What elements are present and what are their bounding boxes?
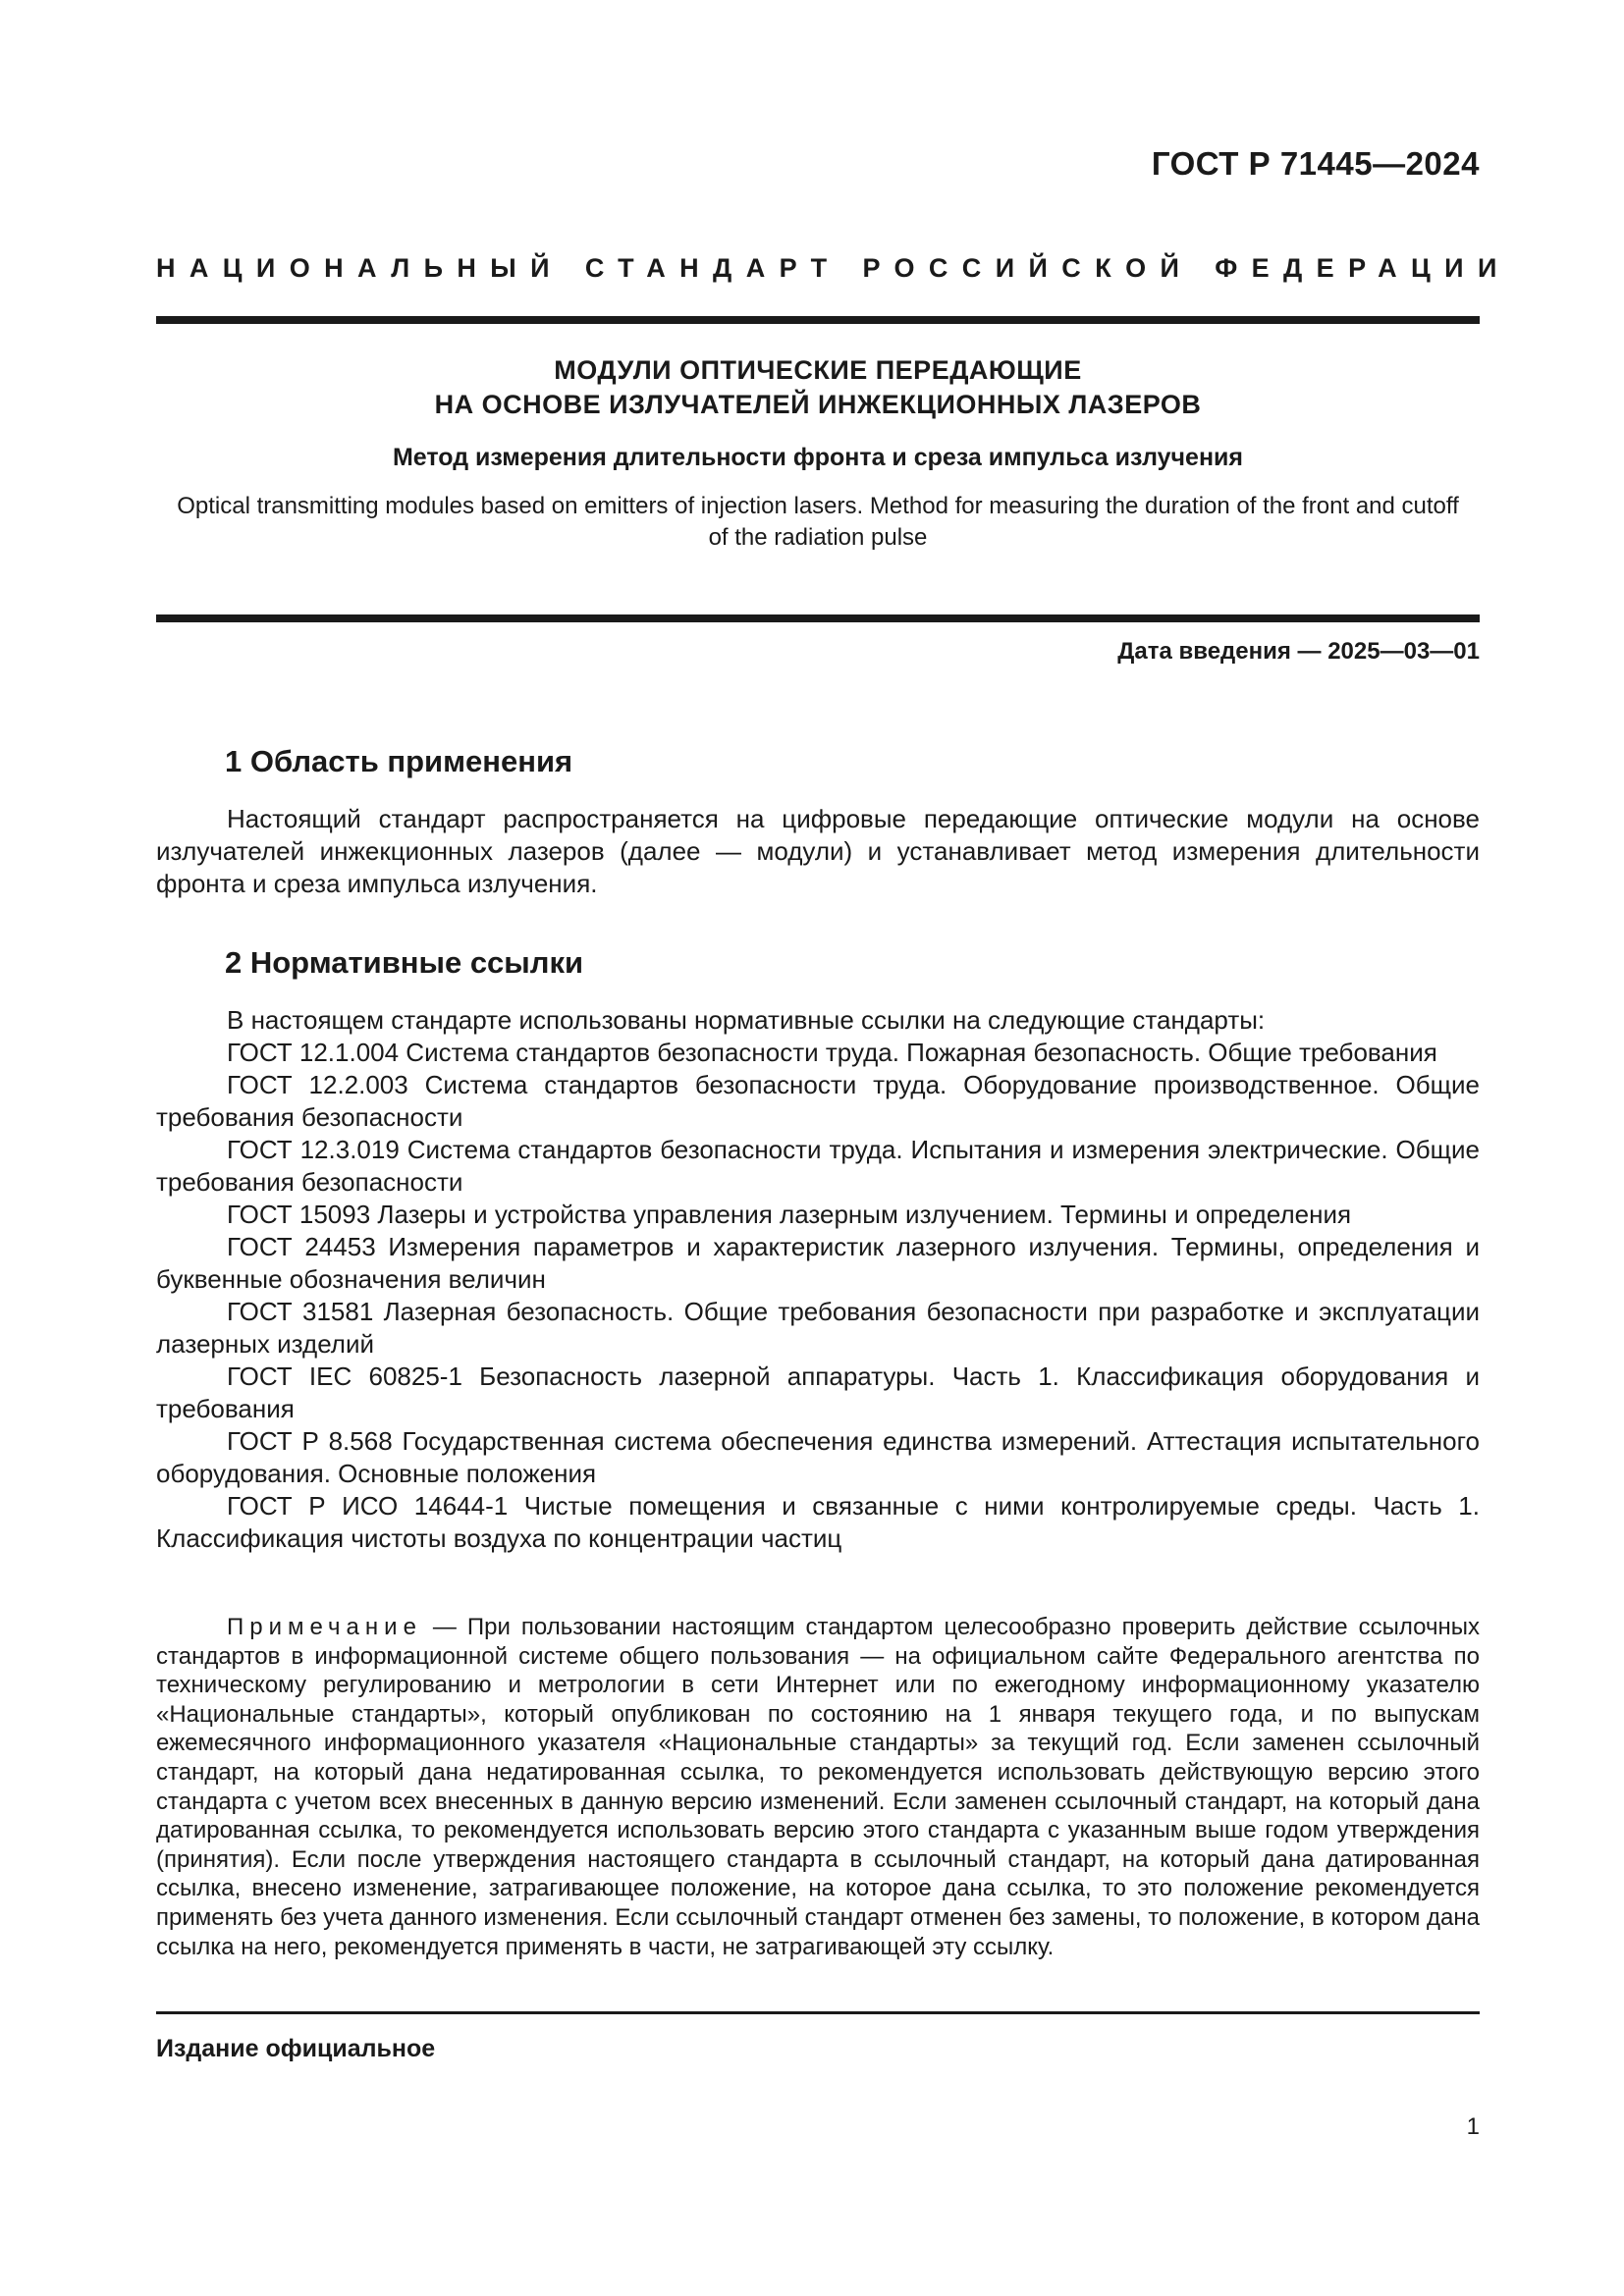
title-block [156,353,1480,554]
section-1-paragraph: Настоящий стандарт распространяется на цифровые передающие оптические модули на основе излучателей инжекционных лазеров (далее — модули) и устанавливает метод измерения длительности фронта и среза импульса излучения. [156,804,1480,898]
section-2-intro: В настоящем стандарте использованы нормативные ссылки на следующие стандарты: [227,1005,1266,1035]
title-divider [156,614,1480,622]
english-title: Optical transmitting modules based on emitters of injection lasers. Method for measuring the duration of the front and cutoff of the radiation pulse [177,493,1459,551]
section-1-heading: 1 Область применения [225,744,573,778]
title-line-2: НА ОСНОВЕ ИЗЛУЧАТЕЛЕЙ ИНЖЕКЦИОННЫХ ЛАЗЕРОВ [434,390,1202,419]
section-2-heading: 2 Нормативные ссылки [225,945,584,980]
introduction-date: Дата введения — 2025—03—01 [1117,638,1480,665]
reference-item: ГОСТ 12.3.019 Система стандартов безопасности труда. Испытания и измерения электрические. Общие требования безопасности [156,1135,1480,1197]
reference-item: ГОСТ 24453 Измерения параметров и характеристик лазерного излучения. Термины, определения и буквенные обозначения величин [156,1232,1480,1294]
reference-item: ГОСТ 12.2.003 Система стандартов безопасности труда. Оборудование производственное. Общие требования безопасности [156,1070,1480,1132]
method-subtitle: Метод измерения длительности фронта и среза импульса излучения [392,444,1244,471]
reference-item: ГОСТ 12.1.004 Система стандартов безопасности труда. Пожарная безопасность. Общие требования [227,1038,1437,1067]
note-label: Примечание [227,1614,422,1640]
official-edition: Издание официальное [156,2035,436,2062]
document-number: ГОСТ Р 71445—2024 [1151,145,1480,182]
footer-divider [156,2011,1480,2014]
note-block [156,1613,1480,1961]
reference-item: ГОСТ 31581 Лазерная безопасность. Общие требования безопасности при разработке и эксплуатации лазерных изделий [156,1297,1480,1359]
note-text: — При пользовании настоящим стандартом целесообразно проверить действие ссылочных стандартов в информационной системе общего пользования — на официальном сайте Федерального агентства по техническому регулированию и метрологии в сети Интернет или по ежегодному информационному указателю «Национальные стандарты», который опубликован по состоянию на 1 января текущего года, и по выпускам ежемесячного информационного указателя «Национальные стандарты» за текущий год. Если заменен ссылочный стандарт, на который дана недатированная ссылка, то рекомендуется использовать действующую версию этого стандарта с учетом всех внесенных в данную версию изменений. Если заменен ссылочный стандарт, на который дана датированная ссылка, то рекомендуется использовать версию этого стандарта с указанным выше годом утверждения (принятия). Если после утверждения настоящего стандарта в ссылочный стандарт, на который дана датированная ссылка, внесено изменение, затрагивающее положение, на которое дана ссылка, то это положение рекомендуется применять без учета данного изменения. Если ссылочный стандарт отменен без замены, то положение, в котором дана ссылка на него, рекомендуется применять в части, не затрагивающей эту ссылку. [156,1614,1480,1960]
section-2-body [156,1004,1480,1555]
reference-item: ГОСТ IEC 60825-1 Безопасность лазерной аппаратуры. Часть 1. Классификация оборудования и требования [156,1362,1480,1423]
section-1-body [156,803,1480,900]
reference-item: ГОСТ Р ИСО 14644-1 Чистые помещения и связанные с ними контролируемые среды. Часть 1. Классификация чистоты воздуха по концентрации частиц [156,1491,1480,1553]
reference-item: ГОСТ 15093 Лазеры и устройства управления лазерным излучением. Термины и определения [227,1200,1352,1229]
national-standard-banner: НАЦИОНАЛЬНЫЙ СТАНДАРТ РОССИЙСКОЙ ФЕДЕРАЦИИ [156,253,1511,283]
reference-item: ГОСТ Р 8.568 Государственная система обеспечения единства измерений. Аттестация испытательного оборудования. Основные положения [156,1426,1480,1488]
title-line-1: МОДУЛИ ОПТИЧЕСКИЕ ПЕРЕДАЮЩИЕ [554,355,1082,385]
note-paragraph [156,1613,1480,1961]
header-divider [156,316,1480,324]
page-number: 1 [1466,2113,1480,2140]
